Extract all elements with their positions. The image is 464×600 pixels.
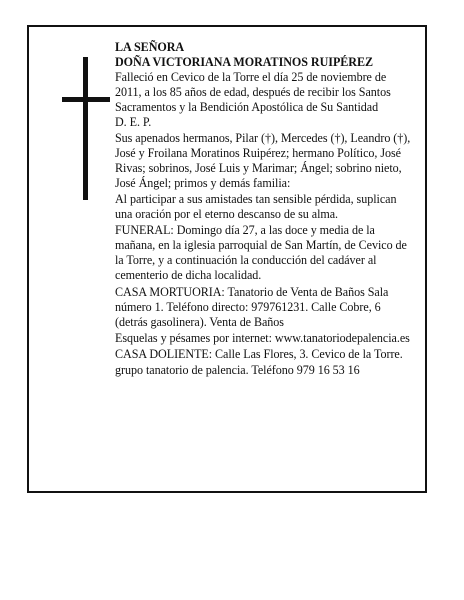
mourning-house: CASA DOLIENTE: Calle Las Flores, 3. Cevico de la Torre. bbox=[115, 346, 403, 361]
deceased-name: DOÑA VICTORIANA MORATINOS RUIPÉREZ bbox=[115, 55, 374, 70]
obituary-notice bbox=[27, 25, 427, 493]
family-list: Sus apenados hermanos, Pilar (†), Mercedes (†), Leandro (†), José y Froilana Moratinos Ruipérez; hermano Político, José Rivas; sobrinos, José Luis y Marimar; Ángel; sobrino nieto, José Ángel; primos y demás familia: bbox=[115, 130, 411, 190]
cross-horizontal-bar bbox=[62, 97, 110, 102]
condolences-info: Esquelas y pésames por internet: www.tanatoriodepalencia.es bbox=[115, 330, 410, 345]
cross-icon bbox=[62, 57, 110, 200]
mortuary-details: CASA MORTUORIA: Tanatorio de Venta de Baños Sala número 1. Teléfono directo: 979761231. Calle Cobre, 6 (detrás gasolinera). Venta de Baños bbox=[115, 284, 389, 329]
prayer-request: Al participar a sus amistades tan sensible pérdida, suplican una oración por el eterno descanso de su alma. bbox=[115, 191, 397, 222]
notice-text-column bbox=[115, 40, 413, 378]
cross-vertical-bar bbox=[83, 57, 88, 200]
funeral-details: FUNERAL: Domingo día 27, a las doce y media de la mañana, en la iglesia parroquial de San Martín, de Cevico de la Torre, y a continuación la conducción del cadáver al cementerio de dicha localidad. bbox=[115, 223, 407, 283]
death-announcement: Falleció en Cevico de la Torre el día 25 de noviembre de 2011, a los 85 años de edad, después de recibir los Santos Sacramentos y la Bendición Apostólica de Su Santidad bbox=[115, 70, 391, 115]
dep-line: D. E. P. bbox=[115, 115, 152, 130]
funeral-home-footer: grupo tanatorio de palencia. Teléfono 979 16 53 16 bbox=[115, 362, 360, 377]
header-title: LA SEÑORA bbox=[115, 40, 185, 54]
